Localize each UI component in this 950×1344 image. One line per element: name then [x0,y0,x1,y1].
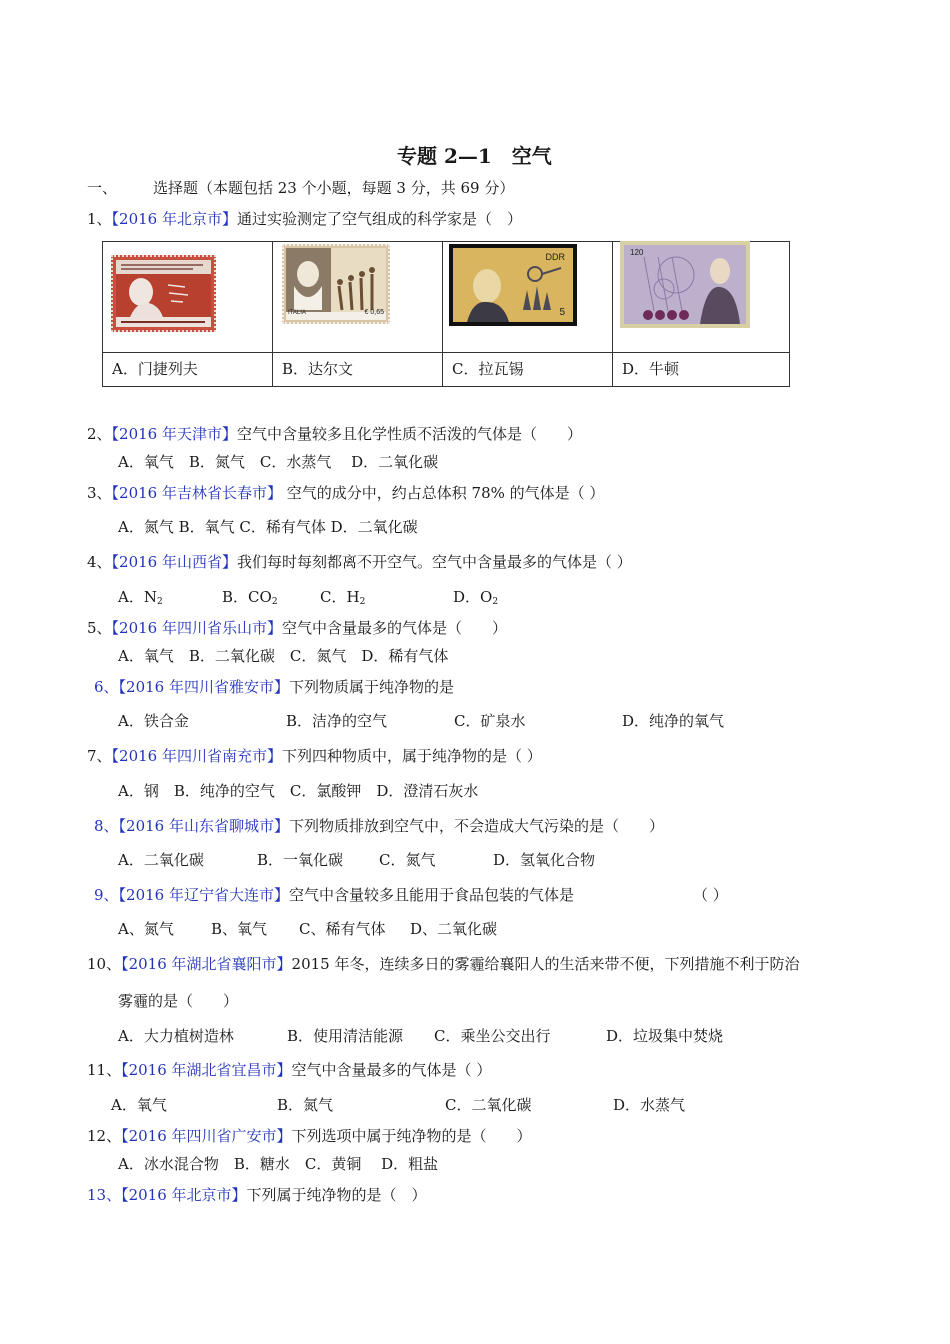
question-source-tag: 【2016 年山西省】 [111,553,237,571]
question-9-answer-paren: （ ） [693,886,728,904]
question-10 [87,954,800,974]
question-number: 10、 [87,955,122,973]
question-source-tag: 【2016 年北京市】 [121,1186,247,1204]
question-source-tag: 【2016 年天津市】 [111,425,237,443]
question-7 [87,746,542,766]
question-number: 7、 [87,747,112,765]
question-5 [87,618,507,638]
question-9-option-b: B、氧气 [211,920,268,938]
section-number: 一、 [87,179,118,197]
question-text: 下列属于纯净物的是（ ） [246,1186,427,1204]
question-2 [87,424,582,444]
question-number: 11、 [87,1061,122,1079]
q1-option-d: D．牛顿 [613,352,789,387]
question-6-option-c: C．矿泉水 [454,712,526,730]
question-text: 我们每时每刻都离不开空气。空气中含量最多的气体是（ ） [237,553,632,571]
question-8-option-b: B．一氧化碳 [257,851,344,869]
question-number: 5、 [87,619,112,637]
question-10-option-a: A．大力植树造林 [118,1027,234,1045]
q1-option-b: B．达尔文 [273,352,443,387]
question-4-option-b: B．$CO_2$ [222,588,278,607]
section-heading: 选择题（本题包括 23 个小题，每题 3 分，共 69 分） [153,179,515,197]
question-9-option-a: A、氮气 [118,920,174,938]
q1-options-table [102,241,790,387]
page-title: 专题 2—1 空气 [397,144,552,168]
question-4 [87,552,632,572]
question-8-option-c: C．氮气 [379,851,436,869]
question-4-option-c: C．$H_2$ [320,588,366,607]
question-11 [87,1060,491,1080]
question-2-options: A．氧气 B．氮气 C．水蒸气 D．二氧化碳 [118,453,439,471]
question-6-option-a: A．铁合金 [118,712,189,730]
question-6-option-d: D．纯净的氧气 [622,712,725,730]
question-number: 2、 [87,425,112,443]
question-3-options: A．氮气 B．氧气 C．稀有气体 D．二氧化碳 [118,518,418,536]
question-9 [94,885,574,905]
question-6-option-b: B．洁净的空气 [286,712,388,730]
question-11-option-d: D．水蒸气 [613,1096,686,1114]
question-number: 9、 [94,886,119,904]
mendeleev-stamp-icon [111,255,216,332]
stamp-country: ITALIA [288,310,306,316]
question-source-tag: 【2016 年四川省广安市】 [121,1127,292,1145]
q1-image-cell-a [103,242,273,352]
question-10-option-c: C．乘坐公交出行 [434,1027,551,1045]
question-text: 空气的成分中，约占总体积 78% 的气体是（ ） [282,484,605,502]
question-8-option-d: D．氢氧化合物 [493,851,596,869]
question-source-tag: 【2016 年北京市】 [111,210,237,228]
question-11-option-a: A．氧气 [111,1096,167,1114]
question-source-tag: 【2016 年四川省南充市】 [111,747,282,765]
question-source-tag: 【2016 年吉林省长春市】 [111,484,282,502]
question-13 [87,1185,427,1205]
question-text: 通过实验测定了空气组成的科学家是（ ） [237,210,523,228]
question-source-tag: 【2016 年辽宁省大连市】 [118,886,289,904]
question-9-option-c: C、稀有气体 [299,920,386,938]
question-number: 12、 [87,1127,122,1145]
question-number: 3、 [87,484,112,502]
question-10-option-d: D．垃圾集中焚烧 [606,1027,724,1045]
question-text: 下列物质排放到空气中，不会造成大气污染的是（ ） [289,817,665,835]
question-text: 空气中含量较多且能用于食品包装的气体是 [289,886,575,904]
question-9-option-d: D、二氧化碳 [410,920,498,938]
question-source-tag: 【2016 年湖北省襄阳市】 [121,955,292,973]
stamp-value: € 0,65 [364,309,384,316]
question-number: 1、 [87,210,112,228]
question-text: 下列四种物质中，属于纯净物的是（ ） [282,747,542,765]
question-4-option-a: A．$N_2$ [118,588,163,607]
question-1 [87,209,522,229]
question-source-tag: 【2016 年四川省乐山市】 [111,619,282,637]
q1-image-cell-d [613,242,789,352]
question-12-options: A．冰水混合物 B．糖水 C．黄铜 D．粗盐 [118,1155,439,1173]
question-text: 下列选项中属于纯净物的是（ ） [291,1127,532,1145]
question-4-option-d: D．$O_2$ [453,588,499,607]
question-10-text-continued: 雾霾的是（ ） [118,992,239,1010]
question-5-options: A．氧气 B．二氧化碳 C．氮气 D．稀有气体 [118,647,449,665]
question-number: 13、 [87,1186,122,1204]
question-text: 空气中含量最多的气体是（ ） [282,619,508,637]
question-text: 下列物质属于纯净物的是 [289,678,455,696]
newton-stamp-icon [620,241,750,328]
question-8 [94,816,664,836]
question-source-tag: 【2016 年湖北省宜昌市】 [121,1061,292,1079]
stamp-value: 120 [630,248,644,257]
question-text: 空气中含量较多且化学性质不活泼的气体是（ ） [237,425,583,443]
lavoisier-stamp-icon [449,244,577,326]
question-6 [94,677,454,697]
q1-option-a: A．门捷列夫 [103,352,273,387]
question-source-tag: 【2016 年四川省雅安市】 [118,678,289,696]
question-10-option-b: B．使用清洁能源 [287,1027,404,1045]
question-8-option-a: A．二氧化碳 [118,851,204,869]
question-number: 6、 [94,678,119,696]
question-number: 4、 [87,553,112,571]
darwin-stamp-icon [282,244,390,324]
q1-image-cell-b [273,242,443,352]
question-source-tag: 【2016 年山东省聊城市】 [118,817,289,835]
stamp-value: 5 [559,307,565,318]
question-11-option-b: B．氮气 [277,1096,334,1114]
question-text: 空气中含量最多的气体是（ ） [291,1061,492,1079]
question-text: 2015 年冬，连续多日的雾霾给襄阳人的生活来带不便，下列措施不利于防治 [291,955,800,973]
question-3 [87,483,604,503]
question-7-options: A．钢 B．纯净的空气 C．氯酸钾 D．澄清石灰水 [118,782,479,800]
stamp-country: DDR [545,252,565,262]
q1-option-c: C．拉瓦锡 [443,352,613,387]
question-11-option-c: C．二氧化碳 [445,1096,532,1114]
q1-image-cell-c [443,242,613,352]
question-12 [87,1126,532,1146]
question-number: 8、 [94,817,119,835]
